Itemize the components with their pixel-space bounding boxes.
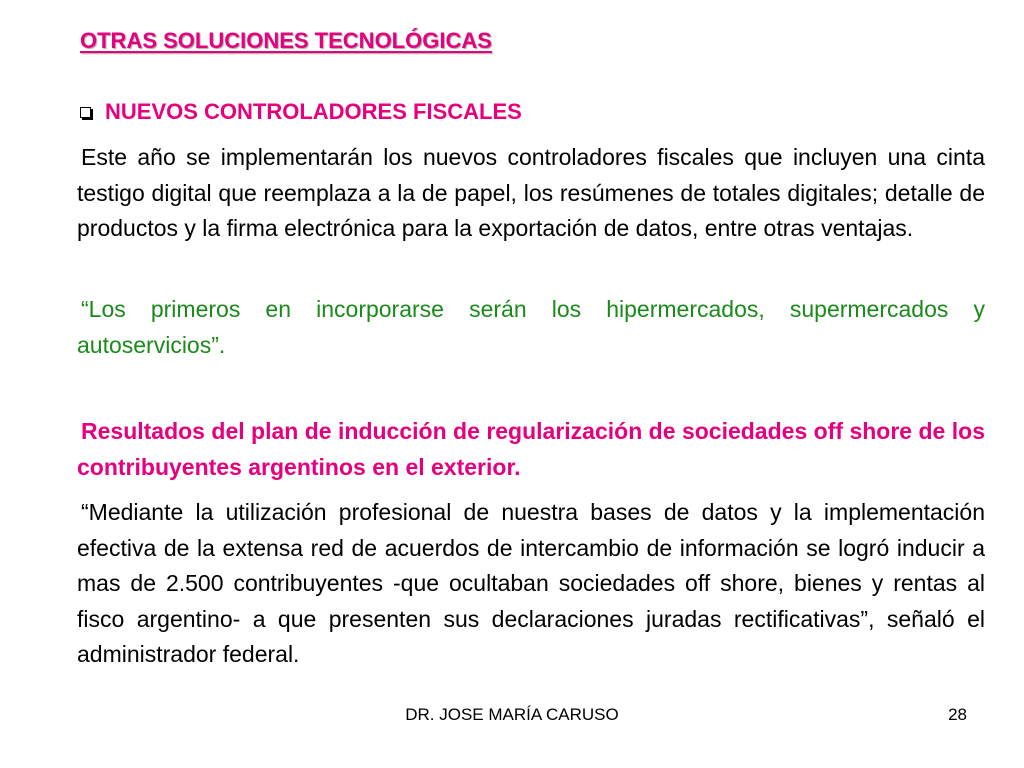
- slide-title: OTRAS SOLUCIONES TECNOLÓGICAS: [80, 28, 492, 53]
- second-quote: [77, 495, 985, 673]
- first-quote: [77, 292, 985, 363]
- section-heading-label: NUEVOS CONTROLADORES FISCALES: [105, 99, 522, 124]
- results-heading-text: Resultados del plan de inducción de regularización de sociedades off shore de los contribuyentes argentinos en el exterior.: [77, 418, 985, 480]
- controladores-paragraph: [77, 140, 985, 247]
- footer-author: DR. JOSE MARÍA CARUSO: [405, 705, 619, 724]
- results-heading: [77, 414, 985, 485]
- second-quote-text: “Mediante la utilización profesional de nuestra bases de datos y la implementación efectiva de la extensa red de acuerdos de intercambio de información se logró inducir a mas de 2.500 contribuyentes -que ocultaban sociedades off shore, bienes y rentas al fisco argentino- a que presenten sus declaraciones juradas rectificativas”, señaló el administrador federal.: [77, 499, 985, 668]
- page-number: 28: [948, 705, 967, 724]
- controladores-paragraph-text: Este año se implementarán los nuevos controladores fiscales que incluyen una cinta testigo digital que reemplaza a la de papel, los resúmenes de totales digitales; detalle de productos y la firma electrónica para la exportación de datos, entre otras ventajas.: [77, 144, 985, 242]
- section-heading: [80, 99, 522, 125]
- checkbox-bullet-icon: [80, 107, 91, 118]
- first-quote-text: “Los primeros en incorporarse serán los hipermercados, supermercados y autoservicios”.: [77, 296, 985, 358]
